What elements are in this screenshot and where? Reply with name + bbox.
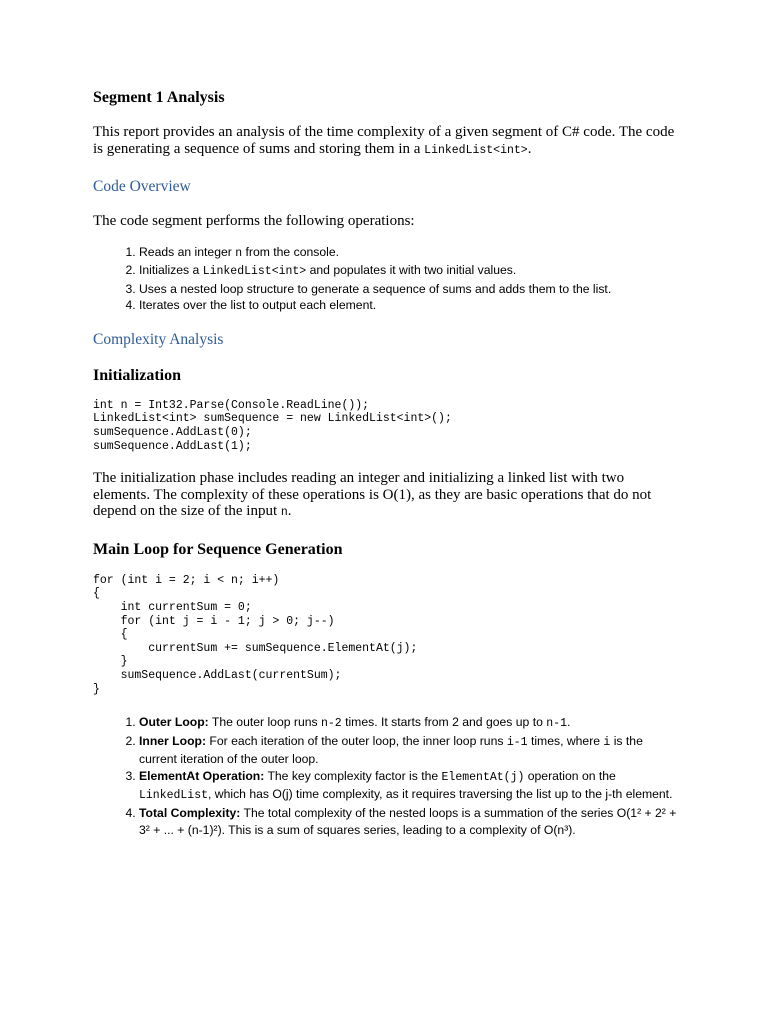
main-loop-heading: Main Loop for Sequence Generation	[93, 540, 343, 558]
intro-paragraph	[93, 124, 678, 159]
initialization-heading: Initialization	[93, 366, 182, 384]
intro-text-2: .	[527, 140, 532, 157]
code-overview-heading: Code Overview	[93, 178, 191, 195]
complexity-points-list	[93, 714, 678, 838]
overview-list	[93, 244, 678, 314]
list-item: 1. Outer Loop: The outer loop runs n-2 times. It starts from 2 and goes up to n-1.	[139, 714, 678, 733]
list-item: 1. Reads an integer n from the console.	[139, 244, 678, 263]
initialization-paragraph: The initialization phase includes reading an integer and initializing a linked list with two elements. The complexity of these operations is O(1), as they are basic operations that do not depend on the size of the input n.	[93, 470, 652, 520]
list-item: 3. Uses a nested loop structure to generate a sequence of sums and adds them to the list.	[139, 281, 678, 298]
initialization-code-block: int n = Int32.Parse(Console.ReadLine()); LinkedList<int> sumSequence = new LinkedList<int>(); sumSequence.AddLast(0); sumSequence.AddLast(1);	[93, 398, 452, 453]
overview-lead: The code segment performs the following operations:	[93, 213, 415, 229]
list-item: 3. ElementAt Operation: The key complexity factor is the ElementAt(j) operation on the LinkedList, which has O(j) time complexity, as it requires traversing the list up to the j-th element.	[139, 768, 678, 805]
list-item: 2. Inner Loop: For each iteration of the outer loop, the inner loop runs i-1 times, where i is the current iteration of the outer loop.	[139, 733, 678, 768]
list-item: 4. Total Complexity: The total complexity of the nested loops is a summation of the series O(1² + 2² + 3² + ... + (n-1)²). This is a sum of squares series, leading to a complexity of O(n³).	[139, 805, 678, 838]
document-heading: Segment 1 Analysis	[93, 89, 225, 106]
complexity-analysis-heading: Complexity Analysis	[93, 330, 224, 348]
list-item: 4. Iterates over the list to output each element.	[139, 297, 678, 314]
list-item: 2. Initializes a LinkedList<int> and populates it with two initial values.	[139, 262, 678, 281]
main-loop-code-block: for (int i = 2; i < n; i++) { int currentSum = 0; for (int j = i - 1; j > 0; j--) { currentSum += sumSequence.ElementAt(j); } sumSequence.AddLast(currentSum); }	[93, 573, 418, 696]
document-page	[93, 88, 678, 838]
intro-code-linkedlist: LinkedList<int>	[424, 143, 528, 157]
intro-text-1: This report provides an analysis of the time complexity of a given segment of C# code. The code is generating a sequence of sums and storing them in a	[93, 124, 675, 157]
